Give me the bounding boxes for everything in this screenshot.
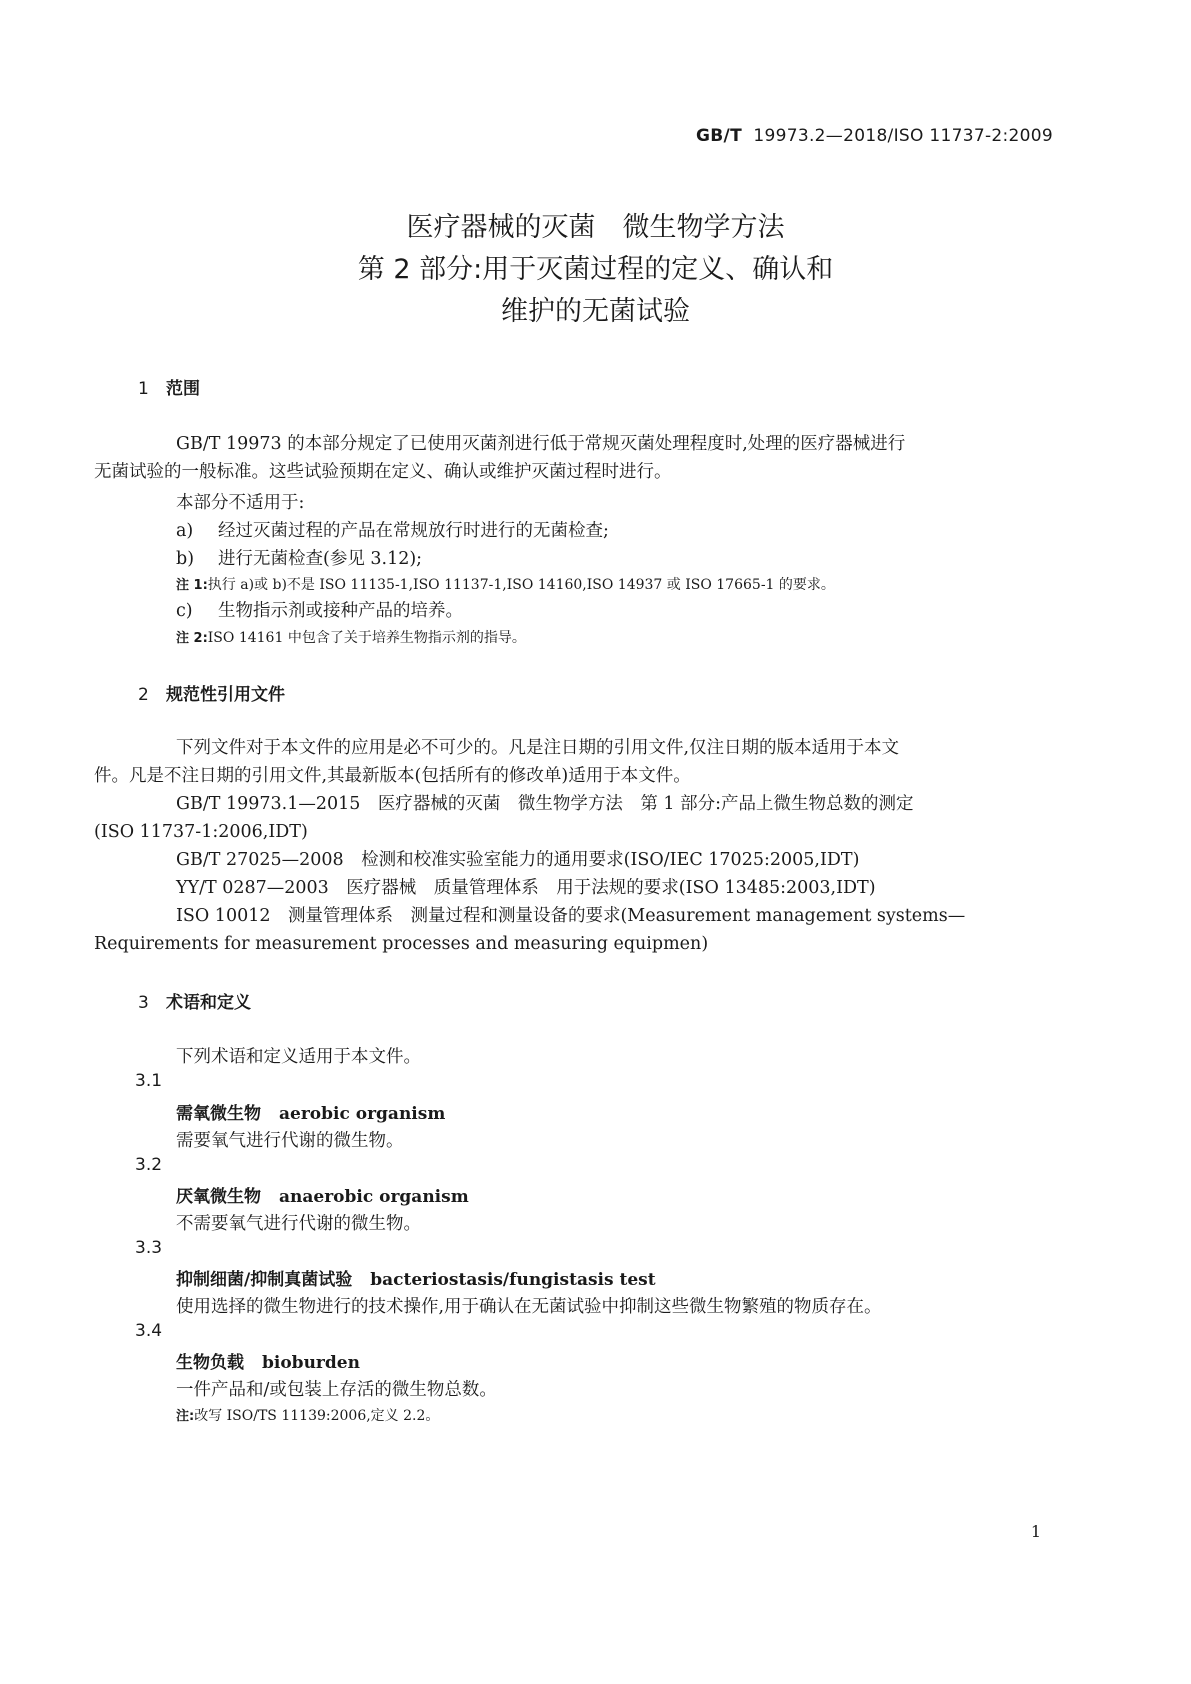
list-item-c: c) 生物指示剂或接种产品的培养。 [176,601,463,621]
term-title: 需氧微生物 aerobic organism [176,1104,446,1124]
term-definition: 需要氧气进行代谢的微生物。 [176,1131,404,1151]
list-item-a: a) 经过灭菌过程的产品在常规放行时进行的无菌检查; [176,521,609,541]
section-heading-terms: 3 术语和定义 [138,993,251,1013]
term-number: 3.3 [135,1238,163,1258]
document-title-line3: 维护的无菌试验 [501,296,690,327]
document-title-line2: 第 2 部分:用于灭菌过程的定义、确认和 [357,254,834,285]
reference-gbt-27025: GB/T 27025—2008 检测和校准实验室能力的通用要求(ISO/IEC 17025:2005,IDT) [176,850,860,870]
reference-yyt-0287: YY/T 0287—2003 医疗器械 质量管理体系 用于法规的要求(ISO 13485:2003,IDT) [176,878,876,898]
term-definition: 使用选择的微生物进行的技术操作,用于确认在无菌试验中抑制这些微生物繁殖的物质存在。 [176,1297,882,1317]
note-2: 注 2:ISO 14161 中包含了关于培养生物指示剂的指导。 [176,630,526,646]
section-heading-normative-references: 2 规范性引用文件 [138,685,285,705]
term-number: 3.4 [135,1321,163,1341]
term-title: 生物负载 bioburden [176,1353,360,1373]
scope-paragraph: GB/T 19973 的本部分规定了已使用灭菌剂进行低于常规灭菌处理程度时,处理的医疗器械进行 无菌试验的一般标准。这些试验预期在定义、确认或维护灭菌过程时进行。 [94,434,906,482]
term-title: 厌氧微生物 anaerobic organism [176,1187,469,1207]
term-number: 3.2 [135,1155,163,1175]
term-definition: 一件产品和/或包装上存活的微生物总数。 [176,1380,497,1400]
term-number: 3.1 [135,1071,163,1091]
terms-intro: 下列术语和定义适用于本文件。 [176,1047,421,1067]
list-item-b: b) 进行无菌检查(参见 3.12); [176,549,423,569]
term-note: 注:改写 ISO/TS 11139:2006,定义 2.2。 [176,1408,440,1424]
note-1: 注 1:执行 a)或 b)不是 ISO 11135-1,ISO 11137-1,ISO 14160,ISO 14937 或 ISO 17665-1 的要求。 [176,577,835,593]
section-heading-scope: 1 范围 [138,379,200,399]
term-title: 抑制细菌/抑制真菌试验 bacteriostasis/fungistasis test [176,1270,656,1290]
document-title-line1: 医疗器械的灭菌 微生物学方法 [406,212,785,243]
scope-not-applicable-intro: 本部分不适用于: [176,493,305,513]
standard-code: GB/T 19973.2—2018/ISO 11737-2:2009 [696,126,1053,146]
page-number: 1 [1030,1522,1041,1541]
reference-gbt-19973-1: GB/T 19973.1—2015 医疗器械的灭菌 微生物学方法 第 1 部分:产品上微生物总数的测定 (ISO 11737-1:2006,IDT) [94,794,914,842]
normative-references-paragraph: 下列文件对于本文件的应用是必不可少的。凡是注日期的引用文件,仅注日期的版本适用于本文 件。凡是不注日期的引用文件,其最新版本(包括所有的修改单)适用于本文件。 [94,738,900,786]
reference-iso-10012: ISO 10012 测量管理体系 测量过程和测量设备的要求(Measurement management systems— Requirements for measurement processes and measuring equipmen) [94,906,966,954]
term-definition: 不需要氧气进行代谢的微生物。 [176,1214,421,1234]
